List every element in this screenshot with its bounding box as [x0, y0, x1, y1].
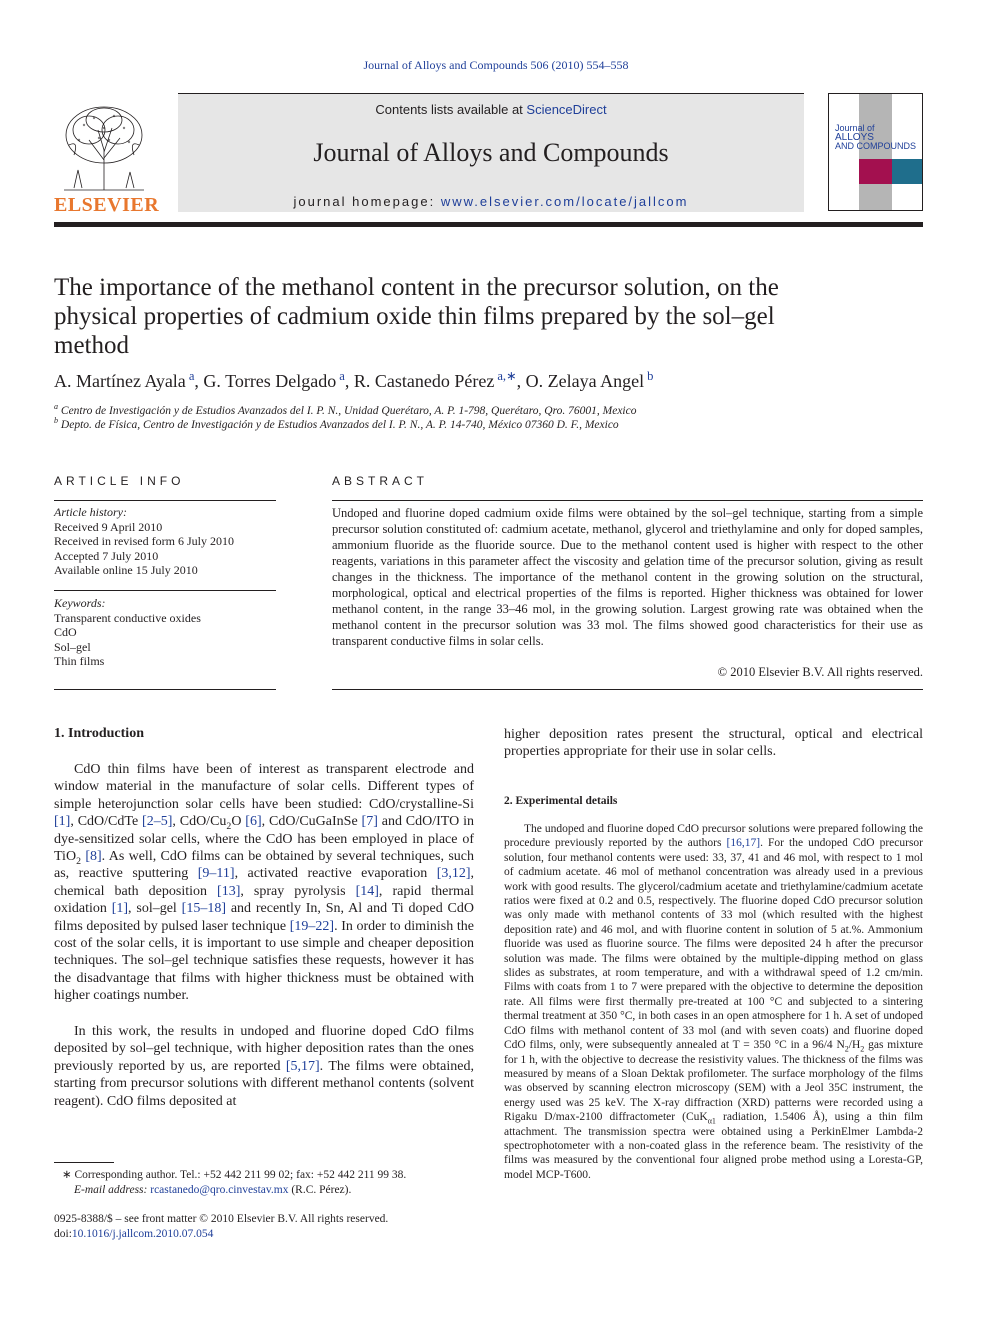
text-run: . For the undoped CdO precursor solution, four methanol contents were used: 33, 37, 41 and 46 mol, with respect to 1 mol of cadmium acetate. 46 mol of methanol concentration was already used in a previous work with good results. The glycerol/cadmium acetate and triethylamine/cadmium acetate ratios were fixed at 0.2 and 0.5, respectively. The fluorine doped CdO precursor solution was only made with methanol contents of 33 mol (which resulted with the highest deposition rate) and 46 mol, and with fluorine content in solution of 5 at.%. Ammonium fluoride was used as fluorine source. The films were deposited 24 h after the precursor solution was made. The films were obtained by the multiple-dipping method on glass slides as substrates, at room temperature, and with a withdrawal speed of 1.2 cm/min. Films with coats from 1 to 7 were prepared with the objective to determine the deposition rate. All films were first thermally pre-treated at 100 °C and subjected to a sintering thermal treatment at 350 °C, in both cases in an open atmosphere for 1 h. A set of undoped CdO films with methanol content of 33 mol (and with seven coats) and fluorine doped CdO films, only, were subsequently annealed at T = 350 °C in a 96/4 N: [504, 837, 923, 1052]
reference-link[interactable]: [1]: [54, 814, 71, 830]
text-run: . The films were obtained, starting from precursor solutions with different methanol contents (solvent reagent). CdO films deposited at: [54, 1058, 474, 1109]
homepage-prefix: journal homepage:: [293, 194, 441, 209]
author-name: G. Torres Delgado: [203, 371, 337, 391]
subscript: 2: [844, 1044, 849, 1054]
keywords-label: Keywords:: [54, 596, 106, 610]
author-name: O. Zelaya Angel: [525, 371, 645, 391]
footnote: [62, 1168, 482, 1197]
title-line-2: physical properties of cadmium oxide thin films prepared by the sol–gel: [54, 303, 775, 330]
cover-magenta-block: [859, 159, 892, 184]
affiliation-marker: a: [54, 402, 59, 412]
reference-link[interactable]: [19–22]: [289, 918, 335, 934]
keywords-rule: [54, 590, 276, 591]
reference-link[interactable]: [15–18]: [181, 901, 226, 917]
journal-title: Journal of Alloys and Compounds: [313, 138, 669, 167]
text-run: and recently In, Sn, Al and Ti doped CdO films deposited by pulsed laser technique: [54, 901, 474, 934]
email-label: E-mail address:: [74, 1183, 151, 1196]
abstract-copyright: © 2010 Elsevier B.V. All rights reserved.: [717, 665, 923, 679]
keyword: Transparent conductive oxides: [54, 610, 201, 625]
article-info-heading: ARTICLE INFO: [54, 474, 185, 488]
article-history: [54, 505, 276, 578]
affiliation-marker: b: [54, 416, 59, 426]
subscript: α1: [707, 1116, 716, 1126]
keyword: Thin films: [54, 654, 105, 668]
reference-link[interactable]: [13]: [217, 883, 241, 899]
journal-homepage: [178, 194, 804, 209]
history-revised: Received in revised form 6 July 2010: [54, 534, 234, 548]
abstract-heading: ABSTRACT: [332, 474, 429, 488]
abstract-text: Undoped and fluorine doped cadmium oxide films were obtained by the sol–gel technique, starting from a simple precursor solution constituted of: cadmium acetate, methanol, glycerol and triethylamine and only for doped samples, ammonium fluoride as the fluoride source. Due to the methanol content used is higher with respect to the other reagents, variations in this parameter affect the viscosity and gelation time of the precursor solution, giving as result changes in the thickness. The importance of the methanol content in the growing solution on the structural, morphological, optical and electrical properties of the films is reported. Higher thickness was obtained for lower methanol content, in the range 33–46 mol, in the growing solution. Largest growing rate was obtained when the methanol content in the precursor solution was 33 mol. The films showed good characteristics for their use as transparent conductive films in solar cells.: [332, 506, 923, 648]
footnote-rule: [54, 1162, 114, 1163]
publisher-wordmark: ELSEVIER: [54, 194, 160, 216]
text-run: and CdO/ITO in dye-sensitized solar cells, where the CdO has been employed in place of TiO: [54, 814, 474, 865]
subscript: 2: [226, 821, 232, 833]
history-label: Article history:: [54, 505, 127, 519]
cover-title: [835, 124, 916, 151]
cover-line-1: Journal of: [835, 123, 875, 133]
author-affiliation-marker[interactable]: a,∗: [497, 369, 517, 383]
doi-prefix: doi:: [54, 1228, 72, 1240]
text-run: gas mixture for 1 h, with the objective to decrease the resistivity values. The thickness of the films was measured by means of a Sloan Dektak profilometer. The surface morphology of the films was observed by scanning electron microscopy (SEM) with a Jeol 35C instrument, the energy used was 25 keV. The X-ray diffraction (XRD) patterns were recorded using a Rigaku D/max-2100 diffractometer (CuK: [504, 1039, 923, 1124]
text-run: In this work, the results in undoped and fluorine doped CdO films deposited by sol–gel technique, with higher deposition rates than the ones previously reported by us, are reported: [54, 1024, 474, 1074]
email-suffix: (R.C. Pérez).: [288, 1183, 352, 1196]
contents-prefix: Contents lists available at: [375, 102, 527, 117]
cover-teal-block: [892, 159, 923, 184]
text-run: radiation, 1.5406 Å), using a thin film attachment. The transmission spectra were obtained using a PerkinElmer Lambda-2 spectrophotometer with a non-coated glass in the reference beam. The resistivity of the films was measured by the conventional four aligned probe method using a Loresta-GP, model MCP-T600.: [504, 1111, 923, 1181]
text-run: CdO thin films have been of interest as transparent electrode and window material in the manufacture of solar cells. Different types of simple heterojunction solar cells have been studied: CdO/crystalline-Si: [54, 762, 474, 812]
footnote-corresponding: ∗ Corresponding author. Tel.: +52 442 211 99 02; fax: +52 442 211 99 38.: [62, 1169, 407, 1181]
journal-citation[interactable]: Journal of Alloys and Compounds 506 (2010) 554–558: [363, 58, 629, 72]
reference-link[interactable]: [2–5]: [142, 814, 173, 830]
text-run: , activated reactive evaporation: [234, 866, 437, 882]
reference-link[interactable]: [9–11]: [197, 866, 235, 882]
cover-grey-block-bottom: [859, 184, 892, 211]
journal-cover-thumbnail: [828, 93, 923, 211]
experimental-paragraph: [504, 822, 923, 1182]
title-line-3: method: [54, 332, 129, 359]
author-affiliation-marker[interactable]: a: [339, 369, 345, 383]
text-run: , CdO/CdTe: [70, 814, 143, 830]
experimental-heading: 2. Experimental details: [504, 795, 618, 807]
subscript: 2: [76, 855, 81, 867]
text-run: The undoped and fluorine doped CdO precursor solutions were prepared following the procedure previously reported by the authors: [504, 823, 923, 850]
doi-link[interactable]: 10.1016/j.jallcom.2010.07.054: [71, 1228, 214, 1240]
author-name: R. Castanedo Pérez: [353, 371, 495, 391]
text-run: , rapid thermal oxidation: [54, 883, 474, 917]
history-online: Available online 15 July 2010: [54, 563, 198, 577]
issn-line: 0925-8388/$ – see front matter © 2010 Elsevier B.V. All rights reserved.: [54, 1213, 389, 1225]
text-run: , chemical bath deposition: [54, 866, 475, 899]
affiliation-text: Depto. de Física, Centro de Investigación y de Estudios Avanzados del I. P. N., A. P. 14-740, México 07360 D. F., Mexico: [60, 419, 619, 431]
text-run: . In order to diminish the cost of the solar cells, it is important to use simple and cheaper deposition techniques. The sol–gel technique satisfies these requests, however it has the disadvantage that films with higher thickness must be obtained with higher coatings number.: [54, 918, 475, 1004]
author-affiliation-marker[interactable]: b: [647, 369, 654, 383]
intro-paragraph-2: [54, 1023, 474, 1110]
contents-line: [178, 102, 804, 117]
intro-paragraph-2-continued: higher deposition rates present the structural, optical and electrical properties appropriate for their use in solar cells.: [504, 727, 923, 760]
abstract-bottom-rule: [332, 689, 923, 690]
header-rule: [54, 222, 923, 227]
text-run: , sol–gel: [128, 901, 182, 917]
affiliation-text: Centro de Investigación y de Estudios Avanzados del I. P. N., Unidad Querétaro, A. P. 1-798, Querétaro, Qro. 76001, Mexico: [60, 405, 637, 417]
text-run: . As well, CdO films can be obtained by several techniques, such as, reactive sputtering: [54, 849, 475, 882]
sciencedirect-link[interactable]: ScienceDirect: [526, 102, 607, 117]
subscript: 2: [860, 1044, 865, 1054]
reference-link[interactable]: [16,17]: [726, 837, 761, 850]
history-accepted: Accepted 7 July 2010: [54, 548, 159, 563]
page-footer: [54, 1212, 474, 1242]
article-info-bottom-rule: [54, 689, 276, 690]
title-line-1: The importance of the methanol content in the precursor solution, on the: [54, 274, 779, 301]
author-name: A. Martínez Ayala: [54, 371, 186, 391]
intro-paragraph-1: [54, 761, 474, 1005]
email-link[interactable]: rcastanedo@qro.cinvestav.mx: [150, 1183, 289, 1196]
author-affiliation-marker[interactable]: a: [188, 369, 195, 383]
affiliation-a: [54, 402, 914, 417]
reference-link[interactable]: [3,12]: [436, 866, 471, 882]
reference-link[interactable]: [14]: [355, 883, 379, 899]
text-run: , CdO/Cu: [172, 814, 227, 830]
reference-link[interactable]: [8]: [85, 849, 102, 865]
reference-link[interactable]: [5,17]: [285, 1058, 320, 1074]
history-received: Received 9 April 2010: [54, 519, 163, 534]
text-run: , CdO/CuGaInSe: [261, 814, 362, 830]
keyword: CdO: [54, 625, 77, 639]
intro-heading: 1. Introduction: [54, 726, 144, 741]
reference-link[interactable]: [1]: [111, 901, 129, 917]
reference-link[interactable]: [7]: [361, 814, 378, 830]
author-list: A. Martínez Ayala $^a$, G. Torres Delgado $^a$, R. Castanedo Pérez $^{a,∗}$, O. Zelaya Angel $^b$: [54, 369, 654, 391]
cover-line-3: AND COMPOUNDS: [835, 141, 917, 151]
abstract-rule: [332, 500, 923, 501]
homepage-link[interactable]: www.elsevier.com/locate/jallcom: [440, 194, 689, 209]
text-run: , spray pyrolysis: [240, 883, 356, 899]
text-run: O: [231, 814, 246, 830]
affiliation-b: [54, 416, 914, 431]
article-title: [54, 273, 914, 360]
reference-link[interactable]: [6]: [245, 814, 262, 830]
cover-line-2: ALLOYS: [835, 132, 874, 143]
keywords: [54, 596, 276, 669]
article-info-rule: [54, 500, 276, 501]
keyword: Sol–gel: [54, 639, 91, 654]
text-run: /H: [848, 1039, 861, 1052]
